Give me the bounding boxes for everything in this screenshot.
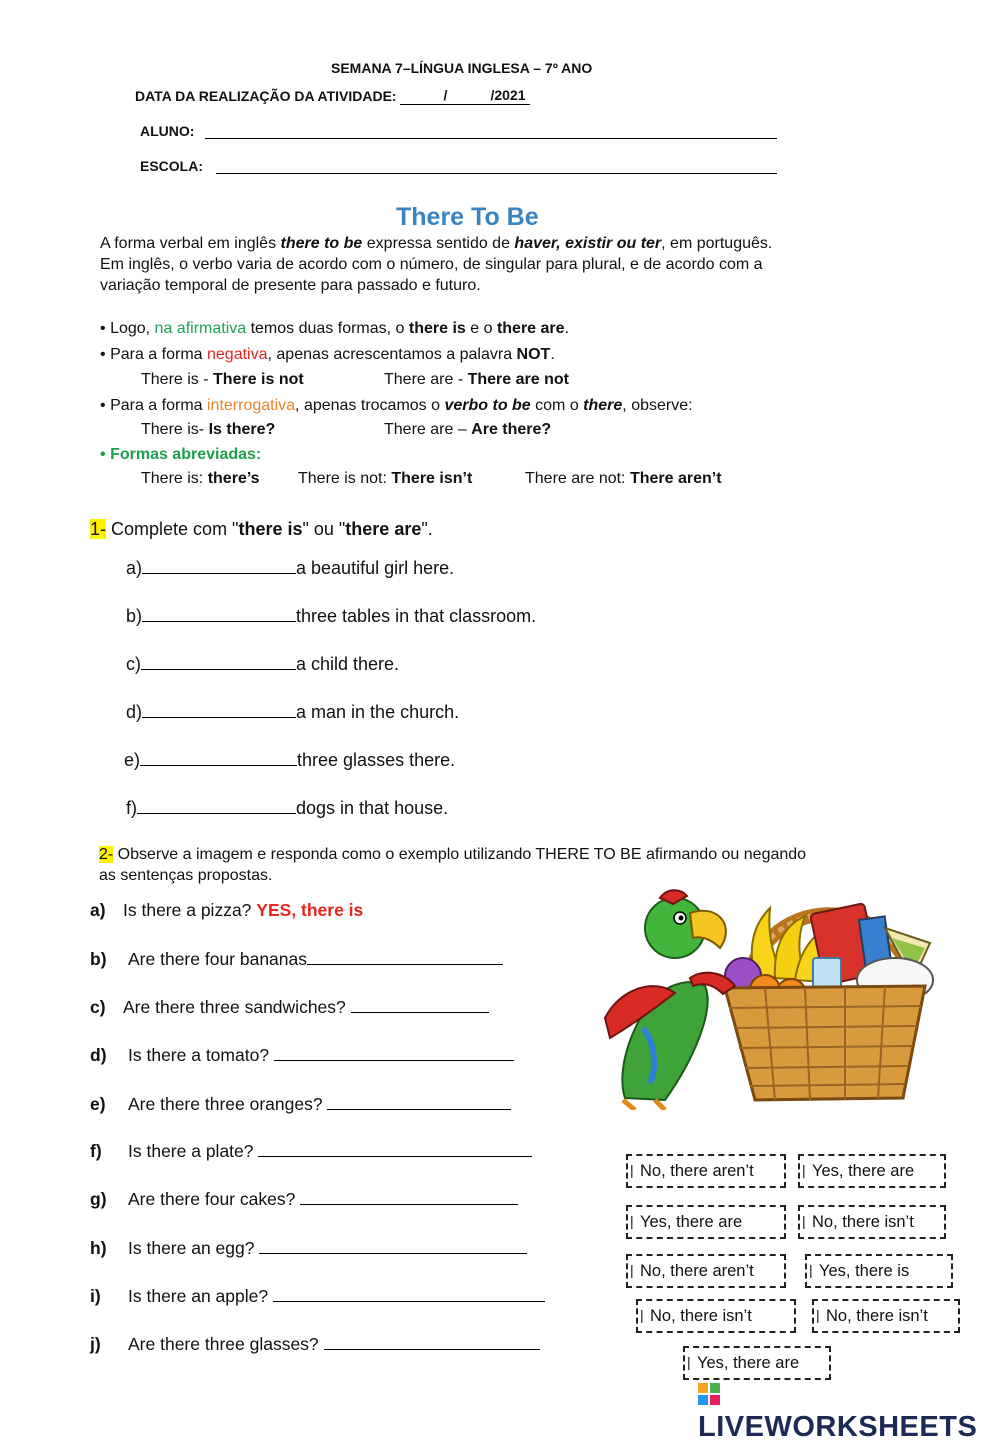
example-text: There are - (384, 371, 468, 388)
intro-meaning: haver, existir ou ter (514, 235, 662, 252)
verb-term: verbo to be (444, 397, 531, 414)
answer-blank[interactable] (274, 1044, 514, 1061)
logo-text: LIVEWORKSHEETS (698, 1411, 978, 1443)
basket-body (725, 986, 925, 1100)
item-text: a child there. (296, 654, 400, 674)
bullet-abbreviations (100, 446, 261, 464)
item-letter: b) (126, 606, 143, 626)
item-question: Are there three oranges? (128, 1094, 323, 1114)
item-letter: c) (90, 997, 106, 1017)
bullet-dot-icon: • (100, 320, 106, 337)
bullet-text: temos duas formas, o (246, 320, 409, 337)
intro-term: there to be (280, 235, 363, 252)
bullet-text: e o (465, 320, 497, 337)
ex1-item-f (126, 797, 448, 819)
aluno-field[interactable] (205, 138, 777, 139)
ex1-item-d (126, 701, 459, 723)
example-form: Is there? (208, 421, 276, 438)
bullet-dot-icon: • (100, 346, 106, 363)
exercise-1-instructions (90, 519, 433, 540)
example-form: There are not (467, 371, 569, 388)
abbrev-form: there’s (207, 470, 260, 487)
instruction-line-2: as sentenças propostas. (99, 867, 273, 884)
instruction-bold: there is (238, 519, 303, 539)
item-question: Is there a pizza? (123, 900, 252, 920)
bullet-text: Para a forma (110, 397, 207, 414)
aluno-label: ALUNO: (140, 123, 195, 139)
answer-option[interactable]: | Yes, there is (805, 1254, 953, 1288)
abbrev-text: There are not: (525, 470, 630, 487)
item-letter: e) (90, 1094, 106, 1114)
intro-text: A forma verbal em inglês (100, 235, 281, 252)
answer-blank[interactable] (258, 1140, 532, 1157)
item-text: a beautiful girl here. (296, 558, 455, 578)
interrogative-example-left (141, 421, 275, 439)
ex2-item-i (90, 1285, 545, 1307)
answer-blank[interactable] (351, 996, 489, 1013)
example-text: There are – (384, 421, 472, 438)
item-question: Is there an apple? (128, 1286, 269, 1306)
intro-text: , em português. (661, 235, 773, 252)
answer-blank[interactable] (142, 701, 296, 718)
item-question: Are there three glasses? (128, 1334, 319, 1354)
exercise-number: 2- (99, 846, 114, 863)
bullet-dot-icon: • (100, 397, 106, 414)
answer-blank[interactable] (324, 1333, 540, 1350)
answer-option[interactable]: | Yes, there are (683, 1346, 831, 1380)
answer-blank[interactable] (142, 557, 296, 574)
intro-paragraph (100, 233, 900, 296)
instruction-text: ". (421, 519, 433, 539)
ex2-item-f (90, 1140, 532, 1162)
answer-option[interactable]: | Yes, there are (626, 1205, 786, 1239)
answer-blank[interactable] (300, 1188, 518, 1205)
intro-line-3: variação temporal de presente para passado e futuro. (100, 277, 481, 294)
page-title: There To Be (396, 203, 539, 231)
answer-blank[interactable] (140, 749, 297, 766)
answer-blank[interactable] (141, 653, 296, 670)
bullet-interrogative (100, 397, 693, 415)
answer-blank[interactable] (259, 1237, 527, 1254)
date-label (135, 88, 530, 105)
ex2-item-a (90, 900, 363, 921)
abbrev-form: There aren’t (629, 470, 722, 487)
form-there-are: there are (496, 320, 565, 337)
interrogative-label: interrogativa (207, 397, 296, 414)
bullet-negative (100, 346, 555, 364)
escola-label: ESCOLA: (140, 158, 203, 174)
worksheet-header: SEMANA 7–LÍNGUA INGLESA – 7º ANO (331, 60, 593, 76)
item-letter: g) (90, 1189, 107, 1209)
instruction-text: Observe a imagem e responda como o exemplo utilizando THERE TO BE afirmando ou negando (113, 846, 807, 863)
item-letter: i) (90, 1286, 101, 1306)
instruction-text: Complete com " (106, 519, 239, 539)
ex2-item-d (90, 1044, 514, 1066)
bullet-text: , apenas trocamos o (295, 397, 445, 414)
ex1-item-b (126, 605, 536, 627)
answer-option[interactable]: | No, there isn’t (812, 1299, 960, 1333)
item-letter: a) (90, 900, 106, 920)
abbrev-theres (141, 470, 260, 488)
item-question: Are there four bananas (128, 949, 308, 969)
item-text: three tables in that classroom. (296, 606, 537, 626)
answer-blank[interactable] (273, 1285, 545, 1302)
item-letter: b) (90, 949, 107, 969)
instruction-line-1 (99, 844, 806, 865)
example-form: There is not (213, 371, 304, 388)
answer-option[interactable]: | Yes, there are (798, 1154, 946, 1188)
answer-blank[interactable] (142, 605, 296, 622)
item-text: three glasses there. (297, 750, 456, 770)
instruction-text: " ou " (302, 519, 346, 539)
logo-icon (698, 1383, 720, 1405)
ex2-item-b (90, 948, 503, 970)
item-letter: e) (124, 750, 141, 770)
exercise-number: 1- (90, 519, 107, 539)
item-question: Is there a tomato? (128, 1045, 270, 1065)
answer-blank[interactable] (137, 797, 296, 814)
interrogative-example-right (384, 421, 551, 439)
intro-line-2: Em inglês, o verbo varia de acordo com o número, de singular para plural, e de acordo com a (100, 256, 763, 273)
bullet-text: , apenas acrescentamos a palavra (267, 346, 517, 363)
bullet-text: , observe: (622, 397, 693, 414)
item-question: Are there four cakes? (128, 1189, 296, 1209)
answer-blank[interactable] (307, 948, 503, 965)
item-letter: j) (90, 1334, 101, 1354)
item-question: Is there a plate? (128, 1141, 254, 1161)
abbrev-arent (525, 470, 722, 488)
answer-option[interactable]: | No, there aren’t (626, 1254, 786, 1288)
intro-text: expressa sentido de (362, 235, 515, 252)
answer-option[interactable]: | No, there aren’t (626, 1154, 786, 1188)
abbrev-isnt (298, 470, 472, 488)
negative-example-left (141, 371, 304, 389)
answer-option[interactable]: | No, there isn’t (636, 1299, 796, 1333)
item-letter: f) (90, 1141, 102, 1161)
ex1-item-e (124, 749, 455, 771)
abbrev-form: There isn’t (391, 470, 473, 487)
item-text: a man in the church. (296, 702, 460, 722)
bullet-text: Para a forma (110, 346, 207, 363)
item-question: Is there an egg? (128, 1238, 255, 1258)
example-text: There is - (141, 371, 214, 388)
date-field[interactable] (400, 88, 530, 105)
item-letter: c) (126, 654, 141, 674)
example-text: There is- (141, 421, 209, 438)
date-year: /2021 (490, 87, 526, 103)
bullet-affirmative (100, 320, 569, 338)
intro-line-1 (100, 233, 900, 254)
not-word: NOT (516, 346, 551, 363)
bullet-dot-icon: • (100, 446, 106, 463)
negative-label: negativa (207, 346, 268, 363)
item-text: dogs in that house. (296, 798, 449, 818)
item-letter: d) (126, 702, 143, 722)
ex2-item-h (90, 1237, 527, 1259)
liveworksheets-logo (698, 1378, 1000, 1444)
affirmative-label: na afirmativa (154, 320, 247, 337)
ex2-item-e (90, 1093, 511, 1115)
bullet-text: Logo, (110, 320, 155, 337)
picnic-basket-illustration (595, 868, 940, 1110)
bullet-text: . (564, 320, 569, 337)
abbrev-text: There is: (141, 470, 208, 487)
item-letter: f) (126, 798, 137, 818)
date-label-text: DATA DA REALIZAÇÃO DA ATIVIDADE: (135, 88, 397, 104)
example-answer: YES, there is (256, 900, 364, 920)
example-form: Are there? (471, 421, 552, 438)
item-letter: h) (90, 1238, 107, 1258)
item-letter: a) (126, 558, 143, 578)
there-term: there (583, 397, 623, 414)
answer-option[interactable]: | No, there isn’t (798, 1205, 946, 1239)
abbrev-text: There is not: (298, 470, 392, 487)
abbreviations-label: Formas abreviadas: (110, 446, 262, 463)
negative-example-right (384, 371, 569, 389)
ex2-item-g (90, 1188, 518, 1210)
ex1-item-c (126, 653, 399, 675)
ex2-item-j (90, 1333, 540, 1355)
date-slash: / (443, 87, 448, 103)
bullet-text: . (550, 346, 555, 363)
item-letter: d) (90, 1045, 107, 1065)
bullet-text: com o (530, 397, 584, 414)
form-there-is: there is (408, 320, 466, 337)
item-question: Are there three sandwiches? (123, 997, 346, 1017)
answer-blank[interactable] (327, 1093, 511, 1110)
instruction-bold: there are (345, 519, 422, 539)
ex1-item-a (126, 557, 454, 579)
ex2-item-c (90, 996, 489, 1018)
escola-field[interactable] (216, 173, 777, 174)
